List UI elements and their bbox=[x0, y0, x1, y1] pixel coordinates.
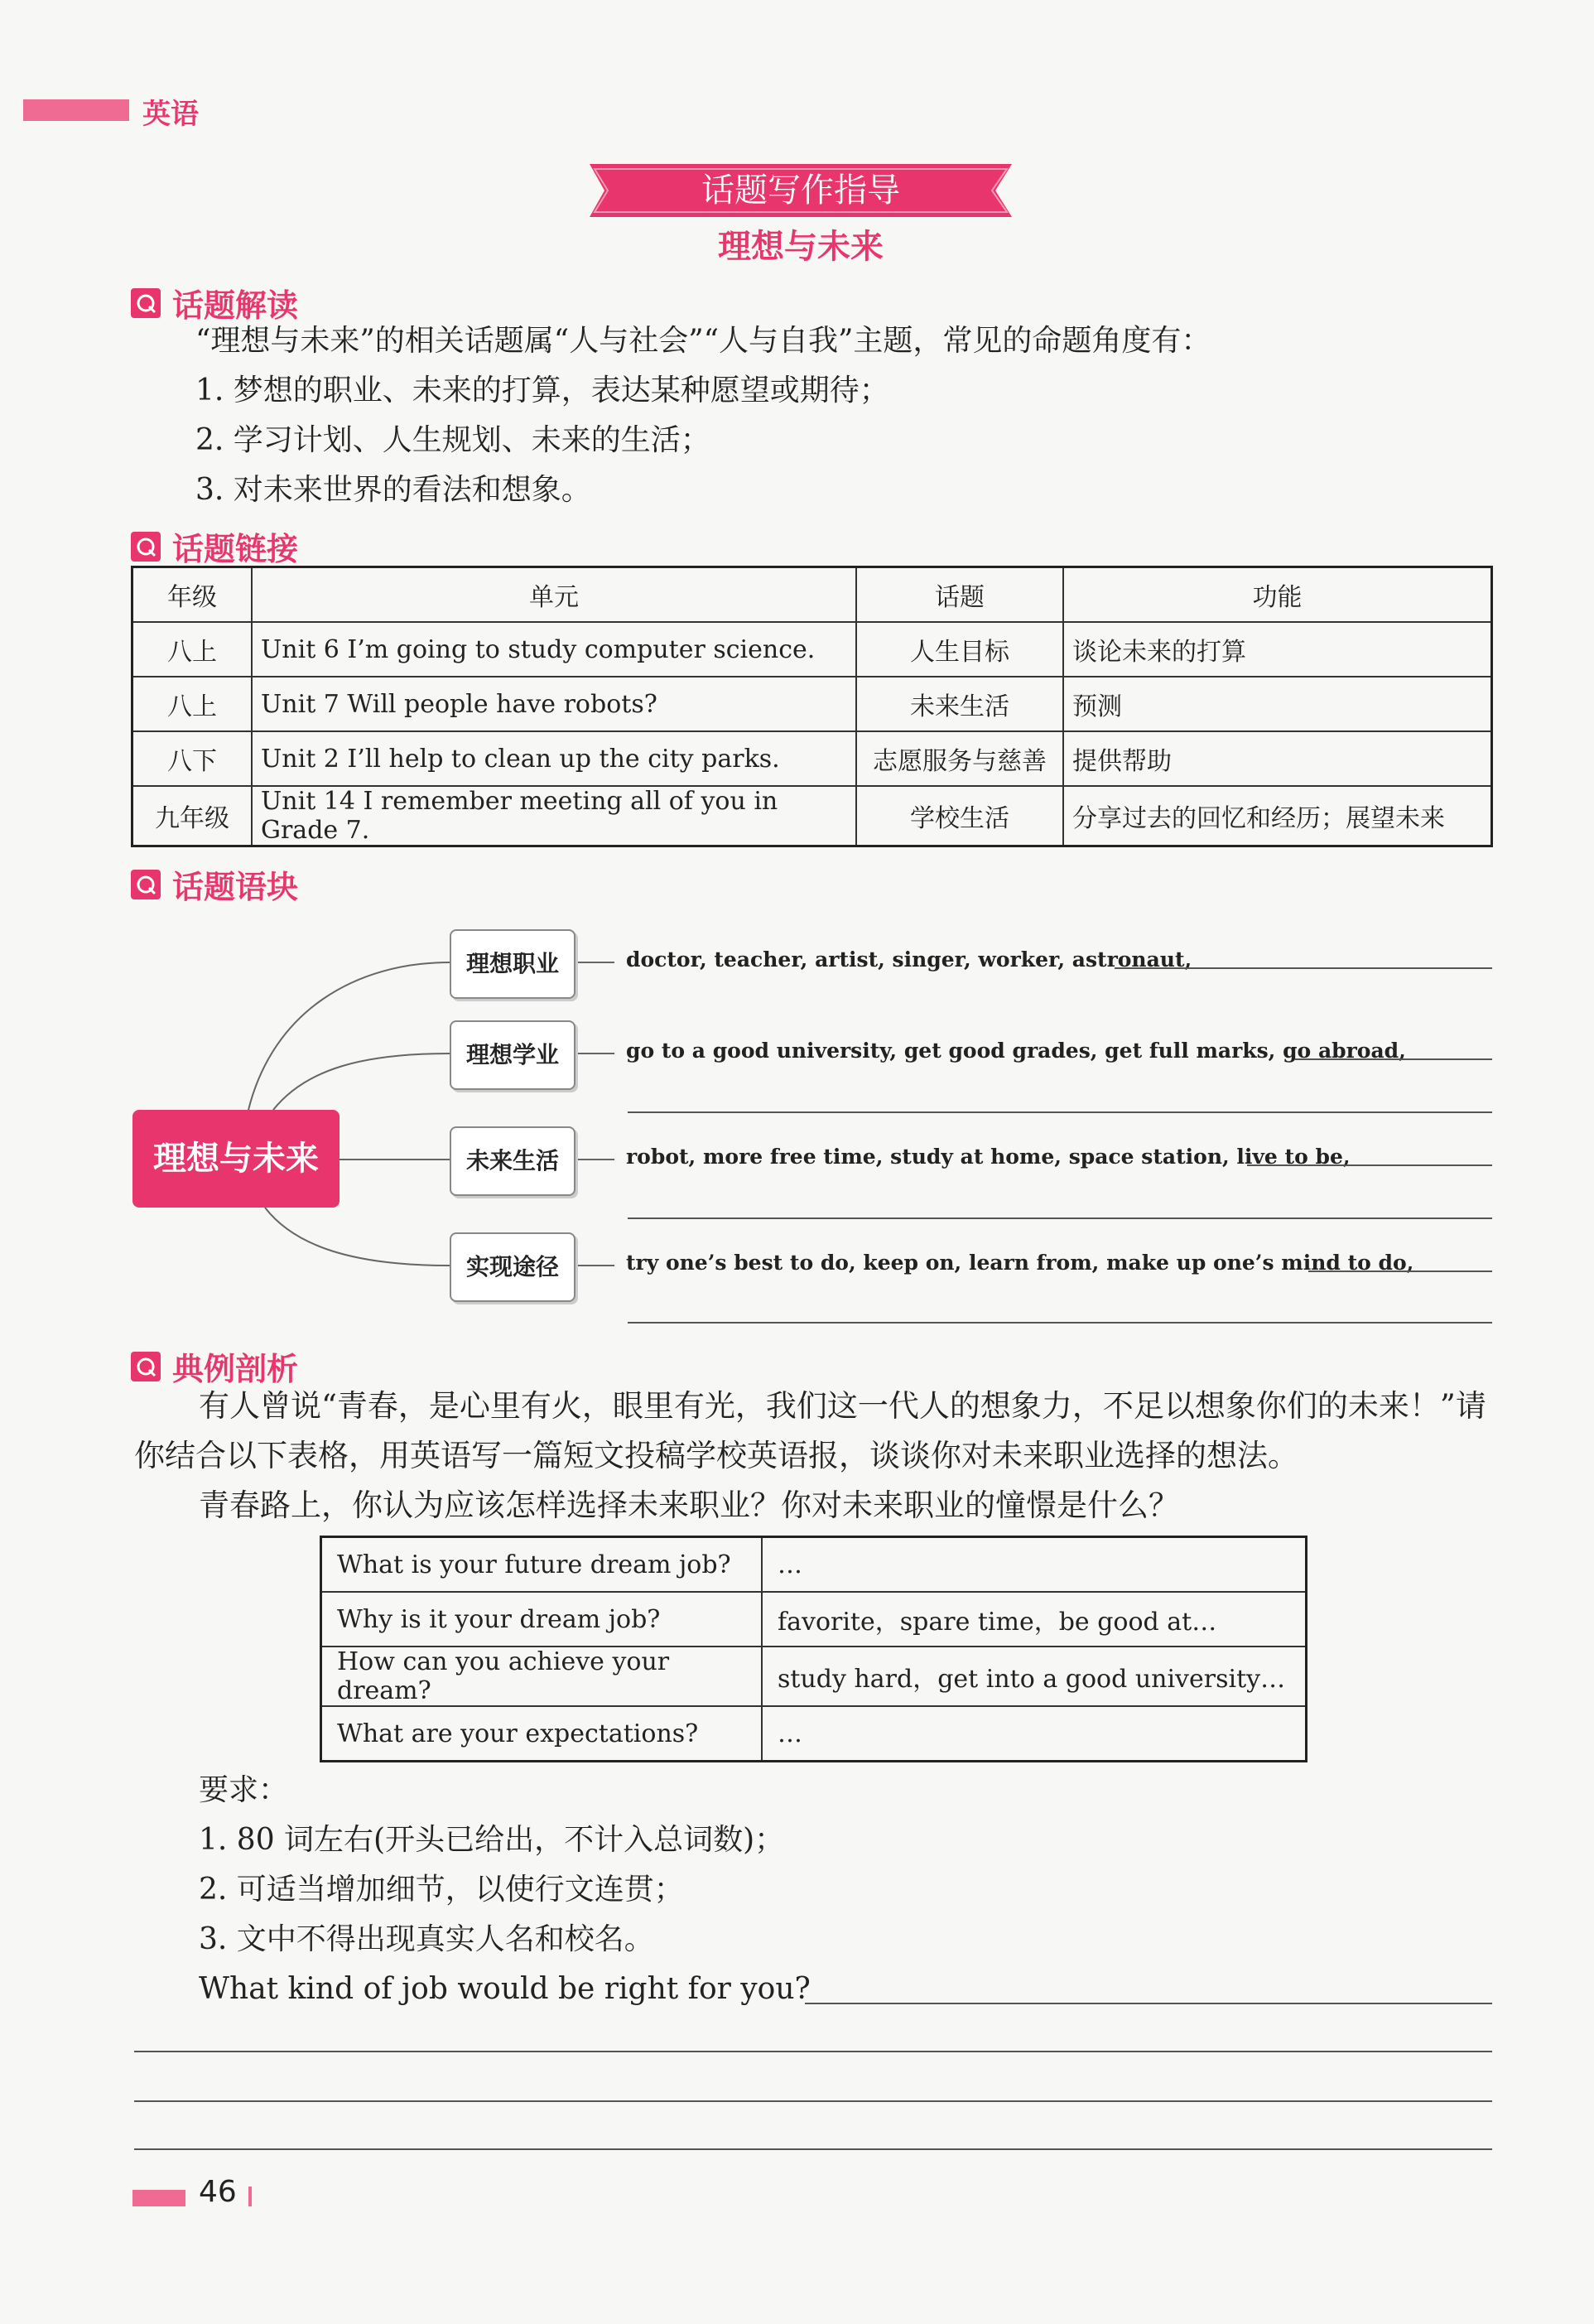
interpretation-intro: “理想与未来”的相关话题属“人与社会”“人与自我”主题，常见的命题角度有： bbox=[195, 324, 1211, 358]
header-cell: 功能 bbox=[1063, 567, 1492, 623]
answer-blank[interactable] bbox=[1115, 967, 1492, 969]
table-row bbox=[321, 1592, 1307, 1647]
function-cell: 提供帮助 bbox=[1063, 731, 1492, 786]
mind-map-node: 理想学业 bbox=[450, 1020, 575, 1090]
writing-line[interactable] bbox=[134, 2100, 1492, 2102]
table-row bbox=[321, 1706, 1307, 1762]
answer-blank[interactable] bbox=[1308, 1270, 1492, 1272]
example-table bbox=[320, 1536, 1307, 1762]
footer-tick bbox=[248, 2187, 252, 2206]
grade-cell: 八上 bbox=[132, 677, 253, 731]
topic-cell: 未来生活 bbox=[856, 677, 1063, 731]
requirements-title: 要求： bbox=[199, 1773, 289, 1807]
hint-cell: study hard，get into a good university… bbox=[762, 1647, 1307, 1706]
header-cell: 话题 bbox=[856, 567, 1063, 623]
question-cell: How can you achieve your dream? bbox=[321, 1647, 763, 1706]
function-cell: 预测 bbox=[1063, 677, 1492, 731]
mind-map-phrases: doctor, teacher, artist, singer, worker, astronaut, bbox=[626, 947, 1192, 972]
writing-line[interactable] bbox=[134, 2148, 1492, 2150]
mind-map-node: 理想职业 bbox=[450, 929, 575, 999]
mind-map-phrases: robot, more free time, study at home, space station, live to be, bbox=[626, 1145, 1351, 1169]
hint-cell: … bbox=[762, 1537, 1307, 1593]
mind-map-phrases: try one’s best to do, keep on, learn from, make up one’s mind to do, bbox=[626, 1251, 1414, 1275]
function-cell: 谈论未来的打算 bbox=[1063, 622, 1492, 677]
requirement-item: 1. 80 词左右(开头已给出，不计入总词数)； bbox=[199, 1823, 785, 1857]
writing-line[interactable] bbox=[134, 2051, 1492, 2052]
table-row bbox=[321, 1537, 1307, 1593]
mind-map-node: 未来生活 bbox=[450, 1126, 575, 1196]
unit-cell: Unit 7 Will people have robots? bbox=[252, 677, 856, 731]
topic-cell: 志愿服务与慈善 bbox=[856, 731, 1063, 786]
topic-cell: 人生目标 bbox=[856, 622, 1063, 677]
interpretation-item: 3. 对未来世界的看法和想象。 bbox=[195, 473, 591, 507]
table-row bbox=[321, 1647, 1307, 1706]
hint-cell: … bbox=[762, 1706, 1307, 1762]
mind-map-center: 理想与未来 bbox=[132, 1110, 340, 1208]
section-title: 话题链接 bbox=[172, 531, 299, 567]
answer-blank[interactable] bbox=[628, 1217, 1492, 1219]
unit-cell: Unit 6 I’m going to study computer science. bbox=[252, 622, 856, 677]
banner-title: 话题写作指导 bbox=[701, 171, 900, 210]
question-cell: What is your future dream job? bbox=[321, 1537, 763, 1593]
page-number: 46 bbox=[199, 2175, 237, 2209]
section-title: 话题语块 bbox=[172, 869, 299, 905]
example-prompt: 青春路上，你认为应该怎样选择未来职业？你对未来职业的憧憬是什么？ bbox=[199, 1487, 1179, 1523]
grade-cell: 八下 bbox=[132, 731, 253, 786]
header-cell: 单元 bbox=[252, 567, 856, 623]
essay-opening: What kind of job would be right for you? bbox=[199, 1972, 811, 2006]
unit-cell: Unit 2 I’ll help to clean up the city parks. bbox=[252, 731, 856, 786]
requirement-item: 2. 可适当增加细节，以使行文连贯； bbox=[199, 1873, 684, 1907]
requirement-item: 3. 文中不得出现真实人名和校名。 bbox=[199, 1922, 654, 1956]
mind-map-phrases: go to a good university, get good grades, get full marks, go abroad, bbox=[626, 1039, 1406, 1063]
example-prompt: 有人曾说“青春，是心里有火，眼里有光，我们这一代人的想象力，不足以想象你们的未来！”请 bbox=[199, 1388, 1486, 1424]
unit-cell: Unit 14 I remember meeting all of you in Grade 7. bbox=[252, 786, 856, 846]
subject-label: 英语 bbox=[142, 98, 199, 131]
topic-cell: 学校生活 bbox=[856, 786, 1063, 846]
question-cell: Why is it your dream job? bbox=[321, 1592, 763, 1647]
header-cell: 年级 bbox=[132, 567, 253, 623]
writing-line[interactable] bbox=[805, 2003, 1492, 2004]
function-cell: 分享过去的回忆和经历；展望未来 bbox=[1063, 786, 1492, 846]
example-prompt: 你结合以下表格，用英语写一篇短文投稿学校英语报，谈谈你对未来职业选择的想法。 bbox=[134, 1438, 1298, 1473]
footer-accent-bar bbox=[132, 2190, 185, 2206]
grade-cell: 九年级 bbox=[132, 786, 253, 846]
grade-cell: 八上 bbox=[132, 622, 253, 677]
section-title: 典例剖析 bbox=[172, 1351, 299, 1387]
interpretation-item: 1. 梦想的职业、未来的打算，表达某种愿望或期待； bbox=[195, 374, 889, 407]
answer-blank[interactable] bbox=[628, 1111, 1492, 1113]
answer-blank[interactable] bbox=[1247, 1164, 1492, 1166]
answer-blank[interactable] bbox=[628, 1322, 1492, 1324]
question-cell: What are your expectations? bbox=[321, 1706, 763, 1762]
interpretation-item: 2. 学习计划、人生规划、未来的生活； bbox=[195, 423, 710, 457]
page-subtitle: 理想与未来 bbox=[718, 228, 884, 266]
section-title: 话题解读 bbox=[172, 287, 299, 324]
hint-cell: favorite，spare time，be good at… bbox=[762, 1592, 1307, 1647]
section-bullet-icon bbox=[131, 1352, 161, 1381]
answer-blank[interactable] bbox=[1295, 1058, 1492, 1060]
mind-map-node: 实现途径 bbox=[450, 1232, 575, 1302]
